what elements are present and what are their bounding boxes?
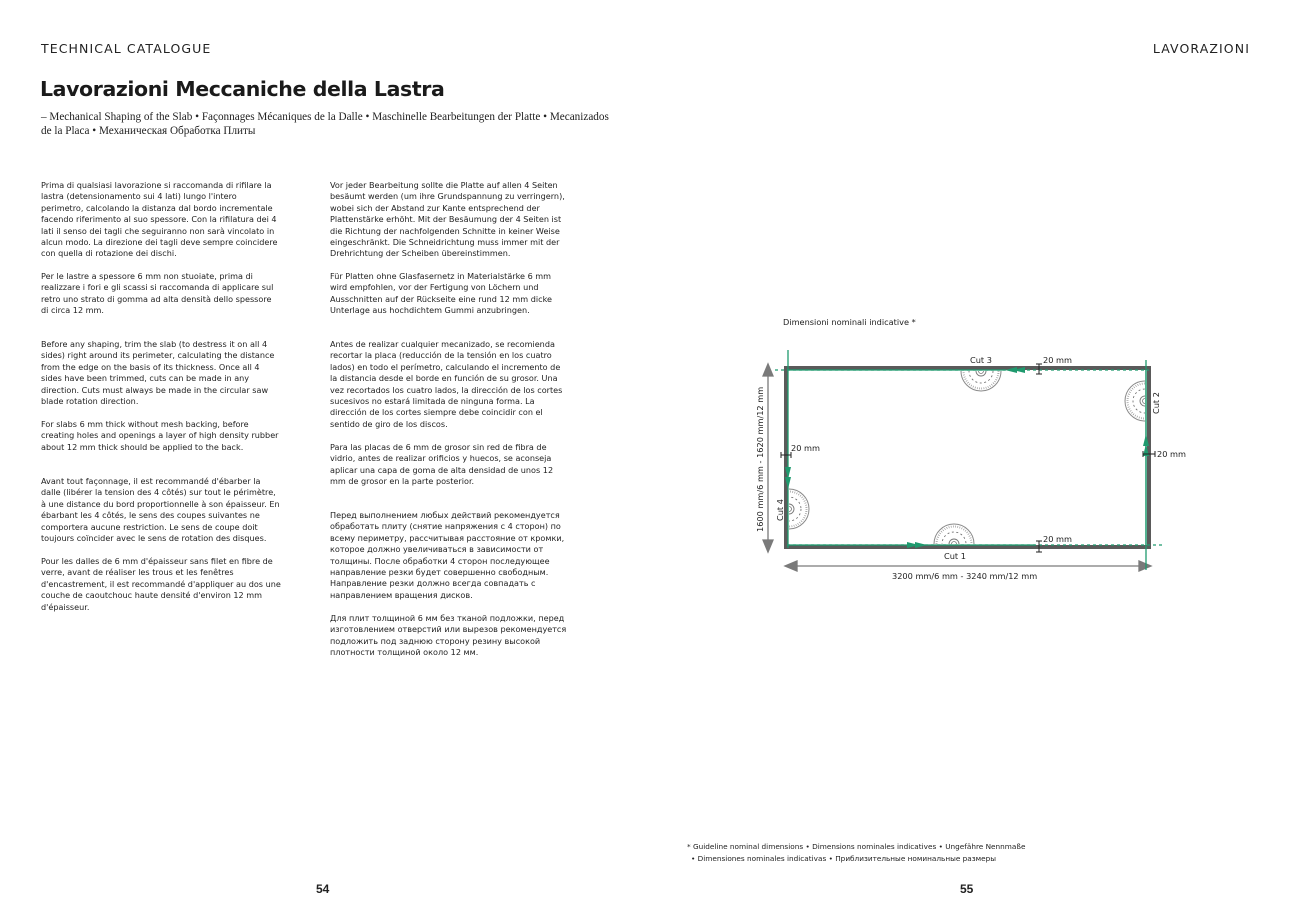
slab-outline bbox=[786, 368, 1149, 547]
page-number-right: 55 bbox=[960, 882, 974, 896]
paragraph-de-1: Vor jeder Bearbeitung sollte die Platte auf allen 4 Seiten besäumt werden (um ihre Grundspannung zu verringern), wobei sich der Abstand zur Kante entsprechend der Plattenstärke erhöht. Mit der Besäumung der 4 Seiten ist die Richtung der nachfolgenden Schnitte in keiner Weise eingeschränkt. Die Schneidrichtung muss immer mit der Drehrichtung der Scheiben übereinstimmen. bbox=[330, 180, 565, 259]
offset-label-top: 20 mm bbox=[1043, 355, 1072, 365]
footnote bbox=[687, 841, 1025, 864]
running-head-left: TECHNICAL CATALOGUE bbox=[41, 41, 212, 56]
paragraph-fr-2: Pour les dalles de 6 mm d'épaisseur sans filet en fibre de verre, avant de réaliser les trous et les fenêtres d'encastrement, il est recommandé d'appliquer au dos une couche de caoutchouc haute densité d'environ 12 mm d'épaisseur. bbox=[41, 556, 281, 612]
paragraph-en-2: For slabs 6 mm thick without mesh backing, before creating holes and openings a layer of high density rubber about 12 mm thick should be applied to the back. bbox=[41, 419, 279, 452]
paragraph-ru-1: Перед выполнением любых действий рекомендуется обработать плиту (снятие напряжения с 4 сторон) по всему периметру, рассчитывая расстояние от кромки, которое должно увеличиваться в зависимости от толщины. После обработки 4 сторон последующее направление резки будет совершенно свободным. Направление резки должно всегда совпадать с направлением вращения дисков. bbox=[330, 510, 565, 600]
width-dimension-label: 3200 mm/6 mm - 3240 mm/12 mm bbox=[892, 571, 1038, 581]
paragraph-es-1: Antes de realizar cualquier mecanizado, se recomienda recortar la placa (reducción de la tensión en los cuatro lados) en todo el perímetro, calculando el incremento de la distancia desde el borde en función de su grosor. Una vez recortados los cuatro lados, la dirección de los cortes sucesivos no estará limitada de ninguna forma. La dirección de los cortes siempre debe coincidir con el sentido de giro de los discos. bbox=[330, 339, 563, 429]
slab-diagram-graphic bbox=[745, 310, 1205, 600]
label-cut-2: Cut 2 bbox=[1151, 392, 1161, 414]
running-head-right: LAVORAZIONI bbox=[1152, 41, 1250, 56]
footnote-line-2: • Dimensiones nominales indicativas • Приблизительные номинальные размеры bbox=[691, 853, 997, 863]
offset-label-right: 20 mm bbox=[1157, 449, 1186, 459]
paragraph-de-2: Für Platten ohne Glasfasernetz in Materialstärke 6 mm wird empfohlen, vor der Fertigung von Löchern und Ausschnitten auf der Rückseite eine rund 12 mm dicke Unterlage aus hochdichtem Gummi anzubringen. bbox=[330, 271, 552, 316]
cutting-diagram bbox=[745, 310, 1205, 600]
paragraph-ru-2: Для плит толщиной 6 мм без тканой подложки, перед изготовлением отверстий или вырезов рекомендуется подложить под заднюю сторону резину высокой плотности толщиной около 12 мм. bbox=[330, 613, 567, 658]
height-dimension-label: 1600 mm/6 mm - 1620 mm/12 mm bbox=[755, 386, 765, 532]
page-title: Lavorazioni Meccaniche della Lastra bbox=[40, 77, 445, 101]
diagram-caption: Dimensioni nominali indicative * bbox=[783, 317, 916, 327]
offset-label-bottom: 20 mm bbox=[1043, 534, 1072, 544]
page-subtitle: – Mechanical Shaping of the Slab • Façonnages Mécaniques de la Dalle • Maschinelle Bearbeitungen der Platte • Mecanizados de la Placa • Механическая Обработка Плиты bbox=[41, 111, 609, 137]
page-number-left: 54 bbox=[316, 882, 330, 896]
offset-label-left: 20 mm bbox=[791, 443, 820, 453]
label-cut-4: Cut 4 bbox=[775, 499, 785, 521]
paragraph-fr-1: Avant tout façonnage, il est recommandé d'ébarber la dalle (libérer la tension des 4 côtés) sur tout le périmètre, à une distance du bord proportionnelle à son épaisseur. En ébarbant les 4 côtés, le sens des coupes suivantes ne comportera aucune restriction. Le sens de coupe doit toujours coïncider avec le sens de rotation des disques. bbox=[41, 476, 280, 544]
label-cut-1: Cut 1 bbox=[944, 551, 966, 561]
footnote-line-1: * Guideline nominal dimensions • Dimensions nominales indicatives • Ungefähre Nennmaße bbox=[687, 842, 1026, 851]
paragraph-it-2: Per le lastre a spessore 6 mm non stuoiate, prima di realizzare i fori e gli scassi si raccomanda di applicare sul retro uno strato di gomma ad alta densità dello spessore di circa 12 mm. bbox=[41, 271, 274, 316]
width-dimension-arrow bbox=[785, 561, 1151, 571]
paragraph-en-1: Before any shaping, trim the slab (to destress it on all 4 sides) right around its perimeter, calculating the distance from the edge on the basis of its thickness. Once all 4 sides have been trimmed, cuts can be made in any direction. Cuts must always be made in the circular saw blade rotation direction. bbox=[41, 339, 275, 407]
paragraph-it-1: Prima di qualsiasi lavorazione si raccomanda di rifilare la lastra (detensionamento sui 4 lati) lungo l'intero perimetro, calcolando la distanza dal bordo incrementale facendo riferimento al suo spessore. Con la rifilatura dei 4 lati il senso dei tagli che seguiranno non sarà vincolato in alcun modo. La direzione dei tagli deve sempre coincidere con quella di rotazione dei dischi. bbox=[41, 180, 278, 259]
label-cut-3: Cut 3 bbox=[970, 355, 992, 365]
paragraph-es-2: Para las placas de 6 mm de grosor sin red de fibra de vidrio, antes de realizar orificios y huecos, se aconseja aplicar una capa de goma de alta densidad de unos 12 mm de grosor en la parte posterior. bbox=[330, 442, 554, 487]
